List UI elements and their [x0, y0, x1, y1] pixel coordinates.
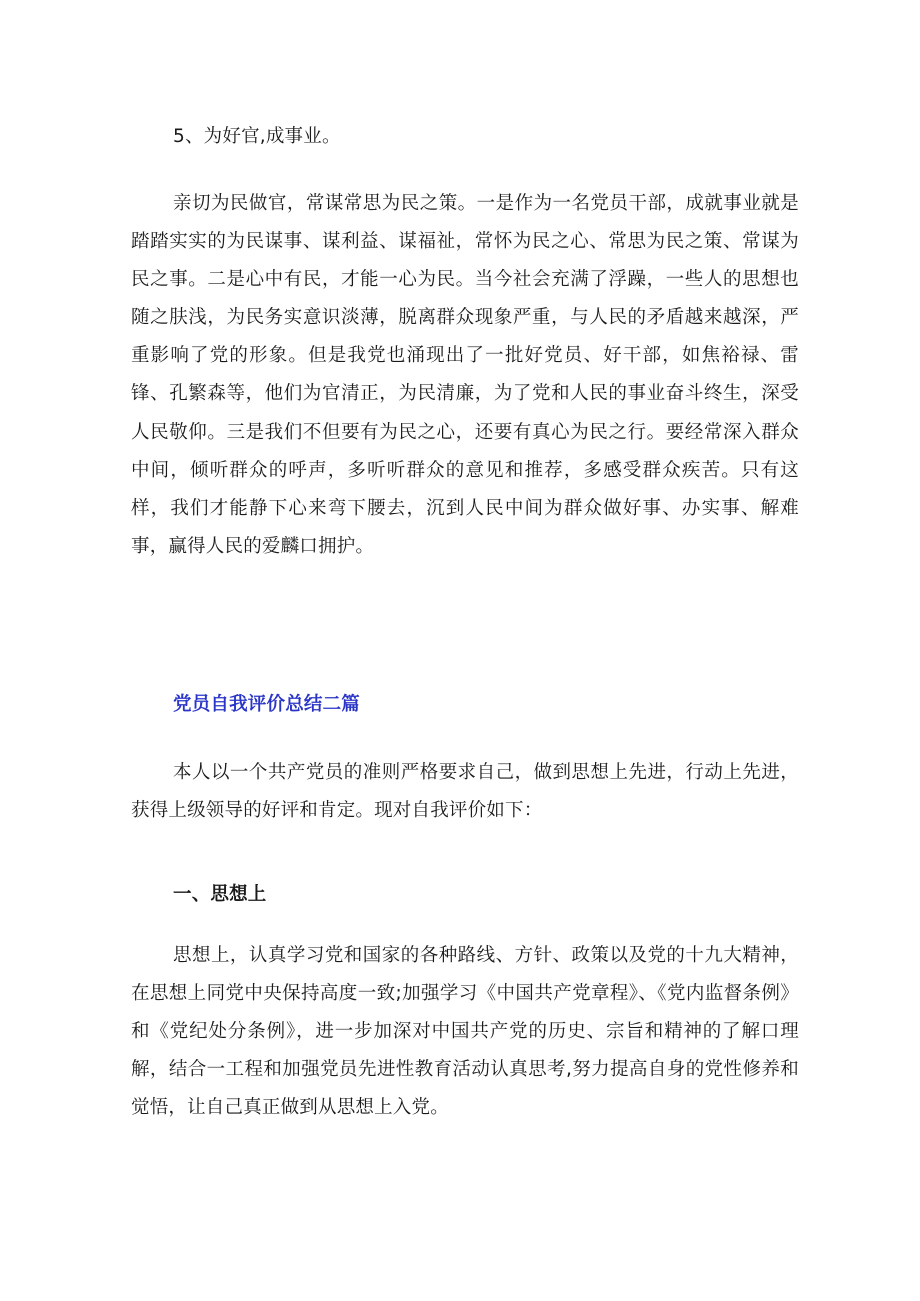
- section-heading: 一、思想上: [173, 884, 267, 905]
- paragraph-2: 本人以一个共产党员的准则严格要求自己，做到思想上先进，行动上先进，获得上级领导的好评和肯定。现对自我评价如下：: [131, 762, 799, 822]
- paragraph-3: 思想上，认真学习党和国家的各种路线、方针、政策以及党的十九大精神，在思想上同党中央保持高度一致;加强学习《中国共产党章程》、《党内监督条例》和《党纪处分条例》，进一步加深对中国共产党的历史、宗旨和精神的了解口理解，结合一工程和加强党员先进性教育活动认真思考,努力提高自身的党性修养和觉悟，让自己真正做到从思想上入党。: [131, 945, 799, 1119]
- document-heading: 党员自我评价总结二篇: [173, 694, 361, 715]
- paragraph-1: 亲切为民做官，常谋常思为民之策。一是作为一名党员干部，成就事业就是踏踏实实的为民谋事、谋利益、谋福祉，常怀为民之心、常思为民之策、常谋为民之事。二是心中有民，才能一心为民。当今社会充满了浮躁，一些人的思想也随之肤浅，为民务实意识淡薄，脱离群众现象严重，与人民的矛盾越来越深，严重影响了党的形象。但是我党也涌现出了一批好党员、好干部，如焦裕禄、雷锋、孔繁森等，他们为官清正，为民清廉，为了党和人民的事业奋斗终生，深受人民敬仰。三是我们不但要有为民之心，还要有真心为民之行。要经常深入群众中间，倾听群众的呼声，多听听群众的意见和推荐，多感受群众疾苦。只有这样，我们才能静下心来弯下腰去，沉到人民中间为群众做好事、办实事、解难事，赢得人民的爱麟口拥护。: [131, 193, 799, 557]
- item-title: 5、为好官,成事业。: [173, 126, 341, 147]
